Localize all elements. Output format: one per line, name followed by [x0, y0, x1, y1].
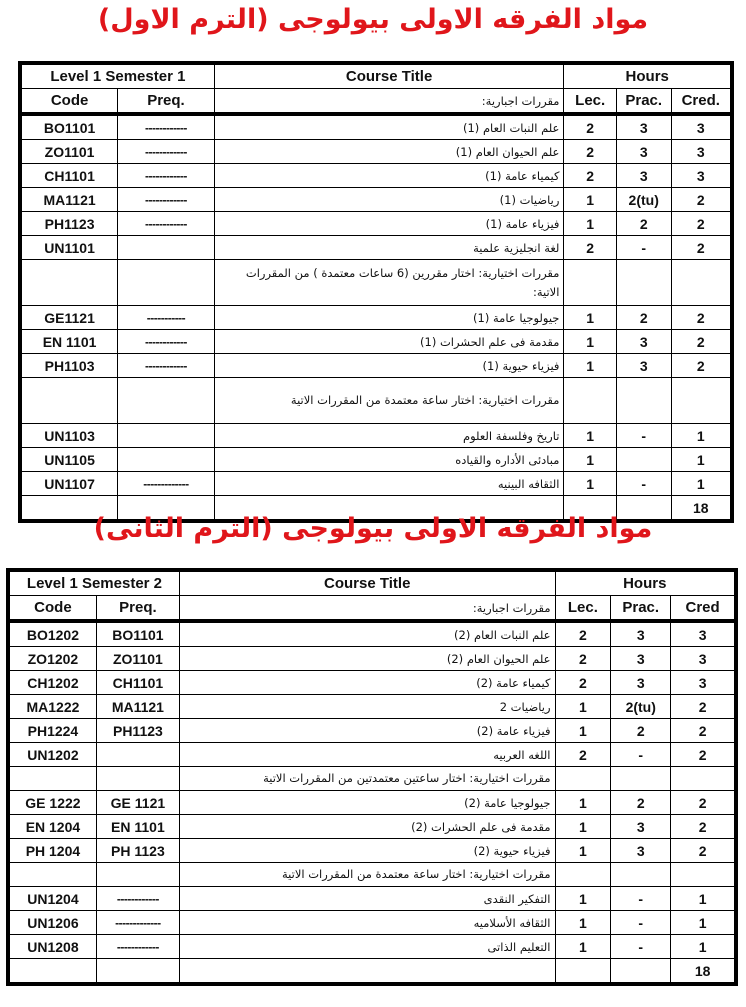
- semester2-course-table: [6, 568, 738, 986]
- lecture-hours: 1: [564, 188, 617, 212]
- prerequisite: ------------: [118, 114, 215, 140]
- course-code: EN 1204: [8, 815, 96, 839]
- credit-hours: 2: [671, 719, 736, 743]
- cred-header: Cred: [671, 596, 736, 622]
- practical-hours: [616, 448, 671, 472]
- course-row: [8, 695, 736, 719]
- prerequisite: ------------: [96, 887, 179, 911]
- lecture-hours: 1: [564, 212, 617, 236]
- credit-hours: 1: [671, 424, 732, 448]
- practical-hours: 2: [616, 212, 671, 236]
- practical-hours: -: [611, 743, 671, 767]
- prerequisite: [96, 767, 179, 791]
- mandatory-section-label: مقررات اجبارية:: [214, 89, 564, 115]
- course-title: الثقافه البينيه: [214, 472, 564, 496]
- course-title: فيزياء عامة (1): [214, 212, 564, 236]
- lecture-hours: [555, 767, 611, 791]
- cred-header: Cred.: [671, 89, 732, 115]
- prerequisite: ------------: [118, 188, 215, 212]
- credit-hours: 3: [671, 164, 732, 188]
- lecture-hours: 1: [564, 330, 617, 354]
- prerequisite: [118, 236, 215, 260]
- elective-section-row: [8, 767, 736, 791]
- lecture-hours: 1: [555, 695, 611, 719]
- code-header: Code: [20, 89, 118, 115]
- credit-hours: [671, 378, 732, 424]
- course-row: [20, 212, 732, 236]
- lec-header: Lec.: [564, 89, 617, 115]
- course-title: اللغه العربيه: [179, 743, 555, 767]
- course-row: [8, 911, 736, 935]
- prerequisite: PH 1123: [96, 839, 179, 863]
- course-code: ZO1202: [8, 647, 96, 671]
- credit-hours: 1: [671, 887, 736, 911]
- lecture-hours: 1: [555, 815, 611, 839]
- course-title: مقدمة فى علم الحشرات (2): [179, 815, 555, 839]
- course-code: PH1123: [20, 212, 118, 236]
- elective-section-row: [8, 863, 736, 887]
- elective-section-note: مقررات اختيارية: اختار ساعتين معتمدتين من المقررات الاتية: [179, 767, 555, 791]
- credit-hours: [671, 767, 736, 791]
- mandatory-section-label: مقررات اجبارية:: [179, 596, 555, 622]
- course-row: [8, 791, 736, 815]
- practical-hours: 3: [611, 647, 671, 671]
- level-header: Level 1 Semester 1: [20, 63, 214, 89]
- credit-hours: 2: [671, 354, 732, 378]
- course-title: علم الحيوان العام (1): [214, 140, 564, 164]
- prerequisite: EN 1101: [96, 815, 179, 839]
- practical-hours: -: [611, 935, 671, 959]
- course-row: [20, 306, 732, 330]
- prerequisite: MA1121: [96, 695, 179, 719]
- credit-hours: 2: [671, 815, 736, 839]
- course-code: [8, 863, 96, 887]
- semester1-title: مواد الفرقه الاولى بيولوجى (الترم الاول): [97, 4, 649, 35]
- lecture-hours: 1: [555, 887, 611, 911]
- course-row: [20, 140, 732, 164]
- credit-hours: 3: [671, 140, 732, 164]
- course-title: الثقافه الأسلاميه: [179, 911, 555, 935]
- practical-hours: 2: [611, 791, 671, 815]
- prerequisite: ZO1101: [96, 647, 179, 671]
- prerequisite: ------------: [118, 354, 215, 378]
- practical-hours: -: [611, 911, 671, 935]
- prerequisite: -------------: [96, 911, 179, 935]
- course-title: رياضيات (1): [214, 188, 564, 212]
- semester1-rows: [20, 114, 732, 496]
- lecture-hours: 2: [564, 114, 617, 140]
- practical-hours: [611, 863, 671, 887]
- practical-hours: 2: [616, 306, 671, 330]
- credit-hours: 1: [671, 911, 736, 935]
- course-title: علم النبات العام (2): [179, 621, 555, 647]
- course-title: كيمياء عامة (1): [214, 164, 564, 188]
- total-row-lec: [555, 959, 611, 985]
- prerequisite: CH1101: [96, 671, 179, 695]
- practical-hours: -: [616, 424, 671, 448]
- course-title: تاريخ وفلسفة العلوم: [214, 424, 564, 448]
- practical-hours: -: [616, 472, 671, 496]
- lecture-hours: [564, 260, 617, 306]
- level-header: Level 1 Semester 2: [8, 570, 179, 596]
- practical-hours: 3: [616, 164, 671, 188]
- course-row: [8, 647, 736, 671]
- prerequisite: GE 1121: [96, 791, 179, 815]
- lecture-hours: [555, 863, 611, 887]
- prerequisite: [118, 424, 215, 448]
- lecture-hours: 1: [564, 306, 617, 330]
- hours-header: Hours: [564, 63, 732, 89]
- course-title: التعليم الذاتى: [179, 935, 555, 959]
- course-code: CH1202: [8, 671, 96, 695]
- course-code: BO1202: [8, 621, 96, 647]
- course-code: GE1121: [20, 306, 118, 330]
- prerequisite: -----------: [118, 306, 215, 330]
- course-title-header: Course Title: [214, 63, 564, 89]
- total-row-code: [8, 959, 96, 985]
- prerequisite: ------------: [118, 164, 215, 188]
- prerequisite: [96, 743, 179, 767]
- code-header: Code: [8, 596, 96, 622]
- course-code: PH1103: [20, 354, 118, 378]
- preq-header: Preq.: [96, 596, 179, 622]
- credit-hours: 2: [671, 791, 736, 815]
- credit-hours: 2: [671, 236, 732, 260]
- semester2-title: مواد الفرقه الاولى بيولوجى (الترم الثانى): [93, 513, 653, 544]
- lecture-hours: 1: [564, 448, 617, 472]
- course-title: علم النبات العام (1): [214, 114, 564, 140]
- lecture-hours: 1: [555, 935, 611, 959]
- course-row: [8, 719, 736, 743]
- prerequisite: [118, 448, 215, 472]
- practical-hours: 3: [611, 839, 671, 863]
- course-row: [20, 114, 732, 140]
- course-title: جيولوجيا عامة (2): [179, 791, 555, 815]
- practical-hours: 3: [616, 140, 671, 164]
- course-row: [20, 236, 732, 260]
- course-title: مبادئى الأداره والقياده: [214, 448, 564, 472]
- practical-hours: 2: [611, 719, 671, 743]
- prerequisite: [118, 260, 215, 306]
- course-title-header: Course Title: [179, 570, 555, 596]
- lecture-hours: [564, 378, 617, 424]
- course-code: PH1224: [8, 719, 96, 743]
- credit-hours: 2: [671, 188, 732, 212]
- course-row: [20, 354, 732, 378]
- practical-hours: [616, 378, 671, 424]
- course-row: [8, 671, 736, 695]
- hours-header: Hours: [555, 570, 736, 596]
- course-code: [20, 378, 118, 424]
- course-title: فيزياء عامة (2): [179, 719, 555, 743]
- course-code: UN1101: [20, 236, 118, 260]
- lecture-hours: 1: [564, 354, 617, 378]
- credit-hours: 1: [671, 935, 736, 959]
- lecture-hours: 2: [564, 164, 617, 188]
- prerequisite: BO1101: [96, 621, 179, 647]
- course-row: [20, 472, 732, 496]
- semester2-rows: [8, 621, 736, 959]
- course-title: فيزياء حيوية (1): [214, 354, 564, 378]
- practical-hours: 3: [611, 815, 671, 839]
- course-code: UN1204: [8, 887, 96, 911]
- practical-hours: -: [616, 236, 671, 260]
- elective-section-row: [20, 378, 732, 424]
- course-code: GE 1222: [8, 791, 96, 815]
- practical-hours: 3: [616, 354, 671, 378]
- course-title: جيولوجيا عامة (1): [214, 306, 564, 330]
- course-row: [20, 188, 732, 212]
- lecture-hours: 1: [555, 839, 611, 863]
- course-title: فيزياء حيوية (2): [179, 839, 555, 863]
- lecture-hours: 2: [564, 140, 617, 164]
- course-code: UN1208: [8, 935, 96, 959]
- course-code: UN1206: [8, 911, 96, 935]
- prerequisite: ------------: [118, 212, 215, 236]
- lecture-hours: 2: [564, 236, 617, 260]
- course-row: [20, 164, 732, 188]
- credit-hours: 1: [671, 448, 732, 472]
- prerequisite: [118, 378, 215, 424]
- course-title: التفكير النقدى: [179, 887, 555, 911]
- lecture-hours: 1: [555, 911, 611, 935]
- course-code: UN1202: [8, 743, 96, 767]
- elective-section-note: مقررات اختيارية: اختار مقررين (6 ساعات معتمدة ) من المقررات الاتية:: [214, 260, 564, 306]
- prac-header: Prac.: [611, 596, 671, 622]
- credit-hours: 2: [671, 743, 736, 767]
- credit-hours: [671, 863, 736, 887]
- course-code: [20, 260, 118, 306]
- course-row: [8, 935, 736, 959]
- course-code: EN 1101: [20, 330, 118, 354]
- prerequisite: [96, 863, 179, 887]
- course-title: لغة انجليزية علمية: [214, 236, 564, 260]
- credit-hours: 2: [671, 695, 736, 719]
- practical-hours: [616, 260, 671, 306]
- course-row: [8, 815, 736, 839]
- total-row-prac: [611, 959, 671, 985]
- course-row: [20, 448, 732, 472]
- course-code: MA1222: [8, 695, 96, 719]
- prerequisite: ------------: [96, 935, 179, 959]
- course-title: مقدمة فى علم الحشرات (1): [214, 330, 564, 354]
- course-code: UN1103: [20, 424, 118, 448]
- total-row-preq: [96, 959, 179, 985]
- credit-hours: 3: [671, 647, 736, 671]
- credit-hours: 1: [671, 472, 732, 496]
- credit-hours: 3: [671, 671, 736, 695]
- lecture-hours: 2: [555, 621, 611, 647]
- practical-hours: 3: [616, 114, 671, 140]
- practical-hours: 3: [611, 671, 671, 695]
- total-row-title: [179, 959, 555, 985]
- course-code: ZO1101: [20, 140, 118, 164]
- course-title: رياضيات 2: [179, 695, 555, 719]
- credit-hours: 2: [671, 330, 732, 354]
- practical-hours: 3: [616, 330, 671, 354]
- course-title: علم الحيوان العام (2): [179, 647, 555, 671]
- preq-header: Preq.: [118, 89, 215, 115]
- credit-hours: 2: [671, 306, 732, 330]
- course-row: [8, 887, 736, 911]
- lecture-hours: 1: [555, 791, 611, 815]
- total-credits: 18: [671, 496, 732, 522]
- credit-hours: 3: [671, 114, 732, 140]
- credit-hours: 2: [671, 839, 736, 863]
- lecture-hours: 2: [555, 647, 611, 671]
- total-credits: 18: [671, 959, 736, 985]
- course-code: MA1121: [20, 188, 118, 212]
- lecture-hours: 1: [555, 719, 611, 743]
- course-row: [20, 330, 732, 354]
- credit-hours: [671, 260, 732, 306]
- credit-hours: 2: [671, 212, 732, 236]
- elective-section-row: [20, 260, 732, 306]
- practical-hours: 2(tu): [616, 188, 671, 212]
- lecture-hours: 2: [555, 743, 611, 767]
- course-code: CH1101: [20, 164, 118, 188]
- course-code: PH 1204: [8, 839, 96, 863]
- lec-header: Lec.: [555, 596, 611, 622]
- course-code: BO1101: [20, 114, 118, 140]
- practical-hours: [611, 767, 671, 791]
- elective-section-note: مقررات اختيارية: اختار ساعة معتمدة من المقررات الاتية: [179, 863, 555, 887]
- semester1-course-table: [18, 61, 734, 523]
- course-row: [8, 743, 736, 767]
- elective-section-note: مقررات اختيارية: اختار ساعة معتمدة من المقررات الاتية: [214, 378, 564, 424]
- course-code: UN1105: [20, 448, 118, 472]
- course-code: [8, 767, 96, 791]
- prerequisite: PH1123: [96, 719, 179, 743]
- lecture-hours: 2: [555, 671, 611, 695]
- course-row: [8, 621, 736, 647]
- practical-hours: 2(tu): [611, 695, 671, 719]
- credit-hours: 3: [671, 621, 736, 647]
- course-row: [8, 839, 736, 863]
- lecture-hours: 1: [564, 424, 617, 448]
- course-row: [20, 424, 732, 448]
- course-code: UN1107: [20, 472, 118, 496]
- prerequisite: -------------: [118, 472, 215, 496]
- prerequisite: ------------: [118, 330, 215, 354]
- lecture-hours: 1: [564, 472, 617, 496]
- prac-header: Prac.: [616, 89, 671, 115]
- practical-hours: -: [611, 887, 671, 911]
- course-title: كيمياء عامة (2): [179, 671, 555, 695]
- prerequisite: ------------: [118, 140, 215, 164]
- practical-hours: 3: [611, 621, 671, 647]
